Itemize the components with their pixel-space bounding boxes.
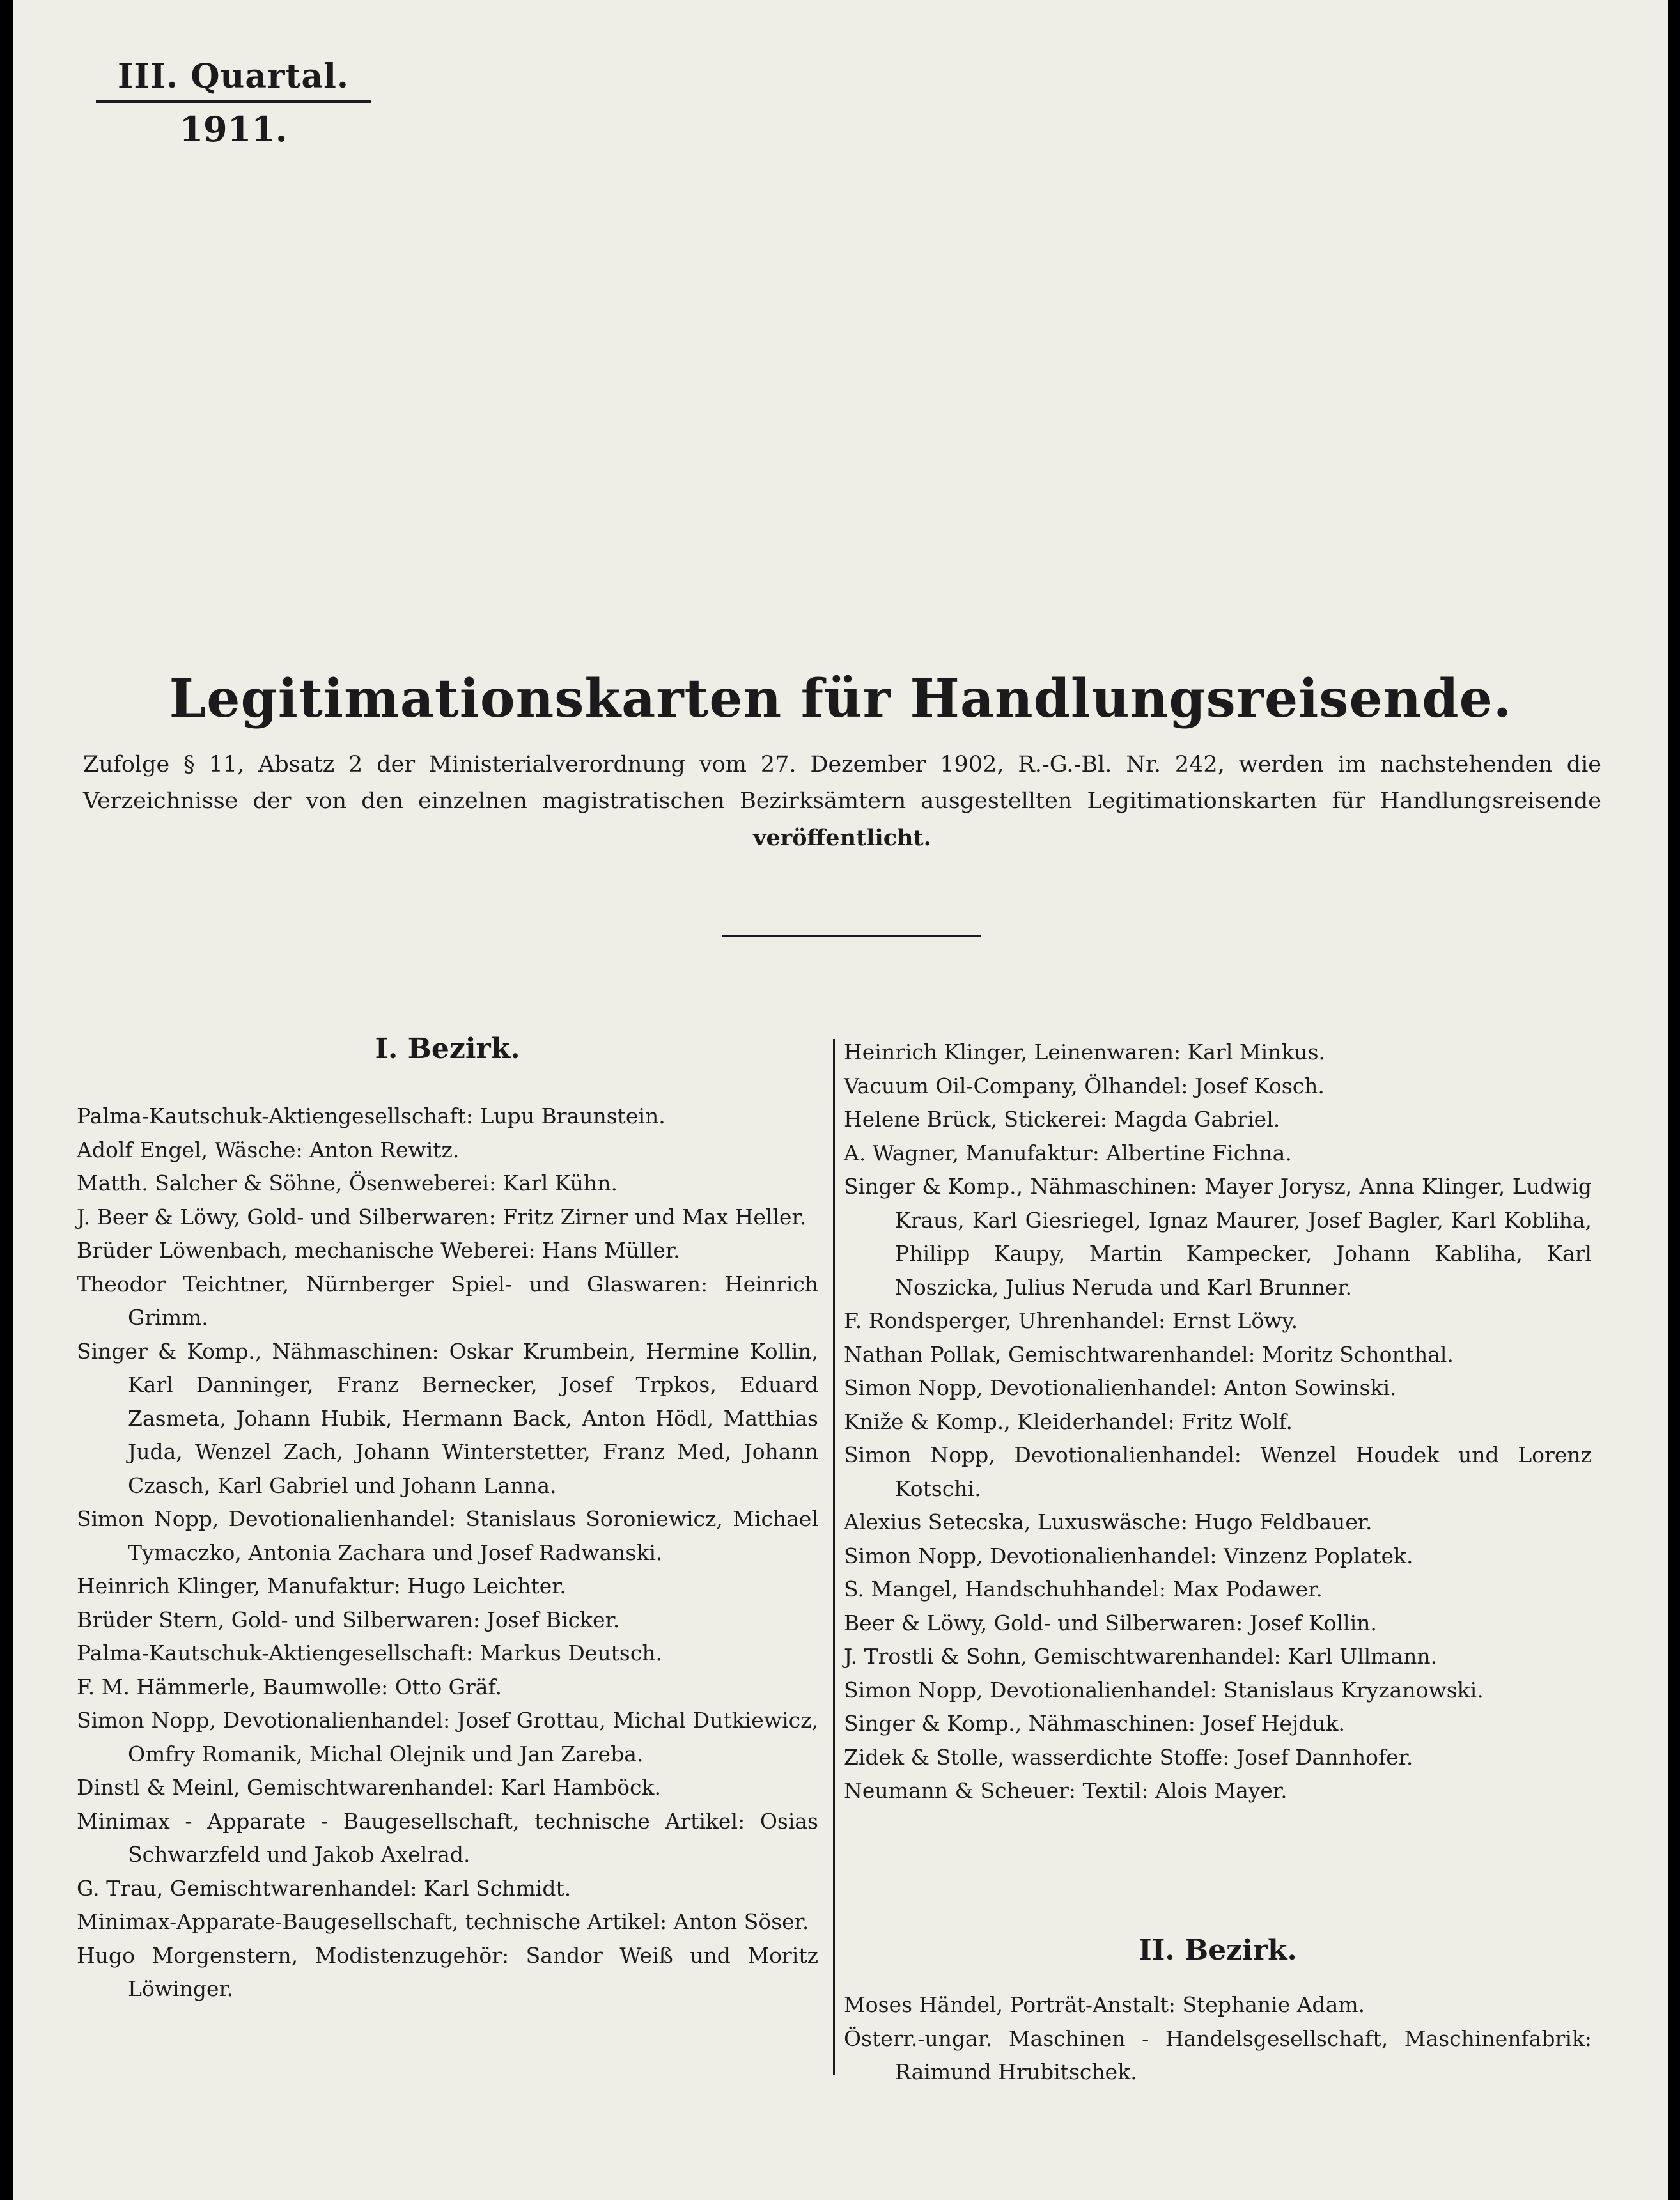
list-item: Zidek & Stolle, wasserdichte Stoffe: Josef Dannhofer. xyxy=(844,1744,1413,1770)
district-1-right-column xyxy=(844,1036,1592,1808)
list-item: Helene Brück, Stickerei: Magda Gabriel. xyxy=(844,1107,1280,1132)
list-item: Neumann & Scheuer: Textil: Alois Mayer. xyxy=(844,1778,1287,1803)
quarter-label xyxy=(96,58,371,152)
list-item: Nathan Pollak, Gemischtwarenhandel: Moritz Schonthal. xyxy=(844,1341,1454,1367)
list-item: Palma-Kautschuk-Aktiengesellschaft: Lupu Braunstein. xyxy=(77,1104,665,1128)
page-title: Legitimationskarten für Handlungsreisende. xyxy=(169,668,1513,729)
list-item: Kniže & Komp., Kleiderhandel: Fritz Wolf. xyxy=(844,1408,1293,1434)
list-item: Hugo Morgenstern, Modistenzugehör: Sandor Weiß und Moritz Löwinger. xyxy=(77,1942,818,2001)
list-item: Dinstl & Meinl, Gemischtwarenhandel: Karl Hamböck. xyxy=(77,1775,662,1800)
list-item: Minimax-Apparate-Baugesellschaft, technische Artikel: Anton Söser. xyxy=(77,1909,809,1934)
column-divider xyxy=(833,1039,835,2075)
list-item: Simon Nopp, Devotionalienhandel: Anton Sowinski. xyxy=(844,1375,1397,1400)
section-divider xyxy=(722,935,981,937)
list-item: S. Mangel, Handschuhhandel: Max Podawer. xyxy=(844,1577,1323,1602)
list-item: Beer & Löwy, Gold- und Silberwaren: Josef Kollin. xyxy=(844,1610,1377,1635)
quarter-text: III. Quartal. xyxy=(96,58,371,103)
list-item: Simon Nopp, Devotionalienhandel: Stanislaus Kryzanowski. xyxy=(844,1677,1484,1703)
list-item: Heinrich Klinger, Manufaktur: Hugo Leichter. xyxy=(77,1573,566,1598)
intro-bold-text: veröffentlicht. xyxy=(753,825,931,851)
list-item: Brüder Löwenbach, mechanische Weberei: Hans Müller. xyxy=(77,1238,680,1263)
list-item: Adolf Engel, Wäsche: Anton Rewitz. xyxy=(77,1137,460,1162)
district-2-heading: II. Bezirk. xyxy=(1139,1934,1297,1967)
list-item: Minimax - Apparate - Baugesellschaft, technische Artikel: Osias Schwarzfeld und Jakob Axelrad. xyxy=(77,1808,818,1867)
list-item: Österr.-ungar. Maschinen - Handelsgesellschaft, Maschinenfabrik: Raimund Hrubitschek. xyxy=(844,2025,1592,2084)
list-item: Simon Nopp, Devotionalienhandel: Stanislaus Soroniewicz, Michael Tymaczko, Antonia Zachara und Josef Radwanski. xyxy=(77,1506,818,1565)
district-2-column xyxy=(844,1988,1592,2089)
district-1-heading: I. Bezirk. xyxy=(375,1033,520,1065)
list-item: Heinrich Klinger, Leinenwaren: Karl Minkus. xyxy=(844,1040,1326,1065)
list-item: Simon Nopp, Devotionalienhandel: Josef Grottau, Michal Dutkiewicz, Omfry Romanik, Michal Olejnik und Jan Zareba. xyxy=(77,1708,818,1767)
list-item: Singer & Komp., Nähmaschinen: Oskar Krumbein, Hermine Kollin, Karl Danninger, Franz Bernecker, Josef Trpkos, Eduard Zasmeta, Johann Hubik, Hermann Back, Anton Hödl, Matthias Juda, Wenzel Zach, Johann Winterstetter, Franz Med, Johann Czasch, Karl Gabriel und Johann Lanna. xyxy=(77,1338,818,1498)
list-item: F. Rondsperger, Uhrenhandel: Ernst Löwy. xyxy=(844,1308,1298,1333)
list-item: Alexius Setecska, Luxuswäsche: Hugo Feldbauer. xyxy=(844,1510,1373,1534)
list-item: G. Trau, Gemischtwarenhandel: Karl Schmidt. xyxy=(77,1875,572,1901)
list-item: A. Wagner, Manufaktur: Albertine Fichna. xyxy=(844,1140,1292,1166)
list-item: Simon Nopp, Devotionalienhandel: Vinzenz Poplatek. xyxy=(844,1543,1413,1568)
list-item: Simon Nopp, Devotionalienhandel: Wenzel Houdek und Lorenz Kotschi. xyxy=(844,1442,1592,1501)
list-item: Theodor Teichtner, Nürnberger Spiel- und Glaswaren: Heinrich Grimm. xyxy=(77,1271,818,1330)
list-item: Singer & Komp., Nähmaschinen: Mayer Jorysz, Anna Klinger, Ludwig Kraus, Karl Giesriegel, Ignaz Maurer, Josef Bagler, Karl Kobliha, Philipp Kaupy, Martin Kampecker, Johann Kabliha, Karl Noszicka, Julius Neruda und Karl Brunner. xyxy=(844,1174,1592,1300)
list-item: Palma-Kautschuk-Aktiengesellschaft: Markus Deutsch. xyxy=(77,1641,663,1666)
list-item: J. Trostli & Sohn, Gemischtwarenhandel: Karl Ullmann. xyxy=(844,1644,1438,1669)
list-item: Brüder Stern, Gold- und Silberwaren: Josef Bicker. xyxy=(77,1607,620,1632)
list-item: Vacuum Oil-Company, Ölhandel: Josef Kosch. xyxy=(844,1073,1325,1098)
year-text: 1911. xyxy=(179,109,288,150)
intro-text: Zufolge § 11, Absatz 2 der Ministerialverordnung vom 27. Dezember 1902, R.-G.-Bl. Nr. 242, werden im nachstehenden die Verzeichnisse der von den einzelnen magistratischen Bezirksämtern ausgestellten Legitimationskarten für Handlungsreisende xyxy=(83,752,1601,814)
list-item: Matth. Salcher & Söhne, Ösenweberei: Karl Kühn. xyxy=(77,1171,618,1196)
list-item: J. Beer & Löwy, Gold- und Silberwaren: Fritz Zirner und Max Heller. xyxy=(77,1204,807,1229)
list-item: Moses Händel, Porträt-Anstalt: Stephanie Adam. xyxy=(844,1992,1365,2017)
document-page xyxy=(13,0,1668,2200)
list-item: F. M. Hämmerle, Baumwolle: Otto Gräf. xyxy=(77,1674,502,1699)
district-1-left-column xyxy=(77,1100,818,2006)
intro-paragraph xyxy=(83,747,1601,857)
list-item: Singer & Komp., Nähmaschinen: Josef Hejduk. xyxy=(844,1711,1346,1736)
